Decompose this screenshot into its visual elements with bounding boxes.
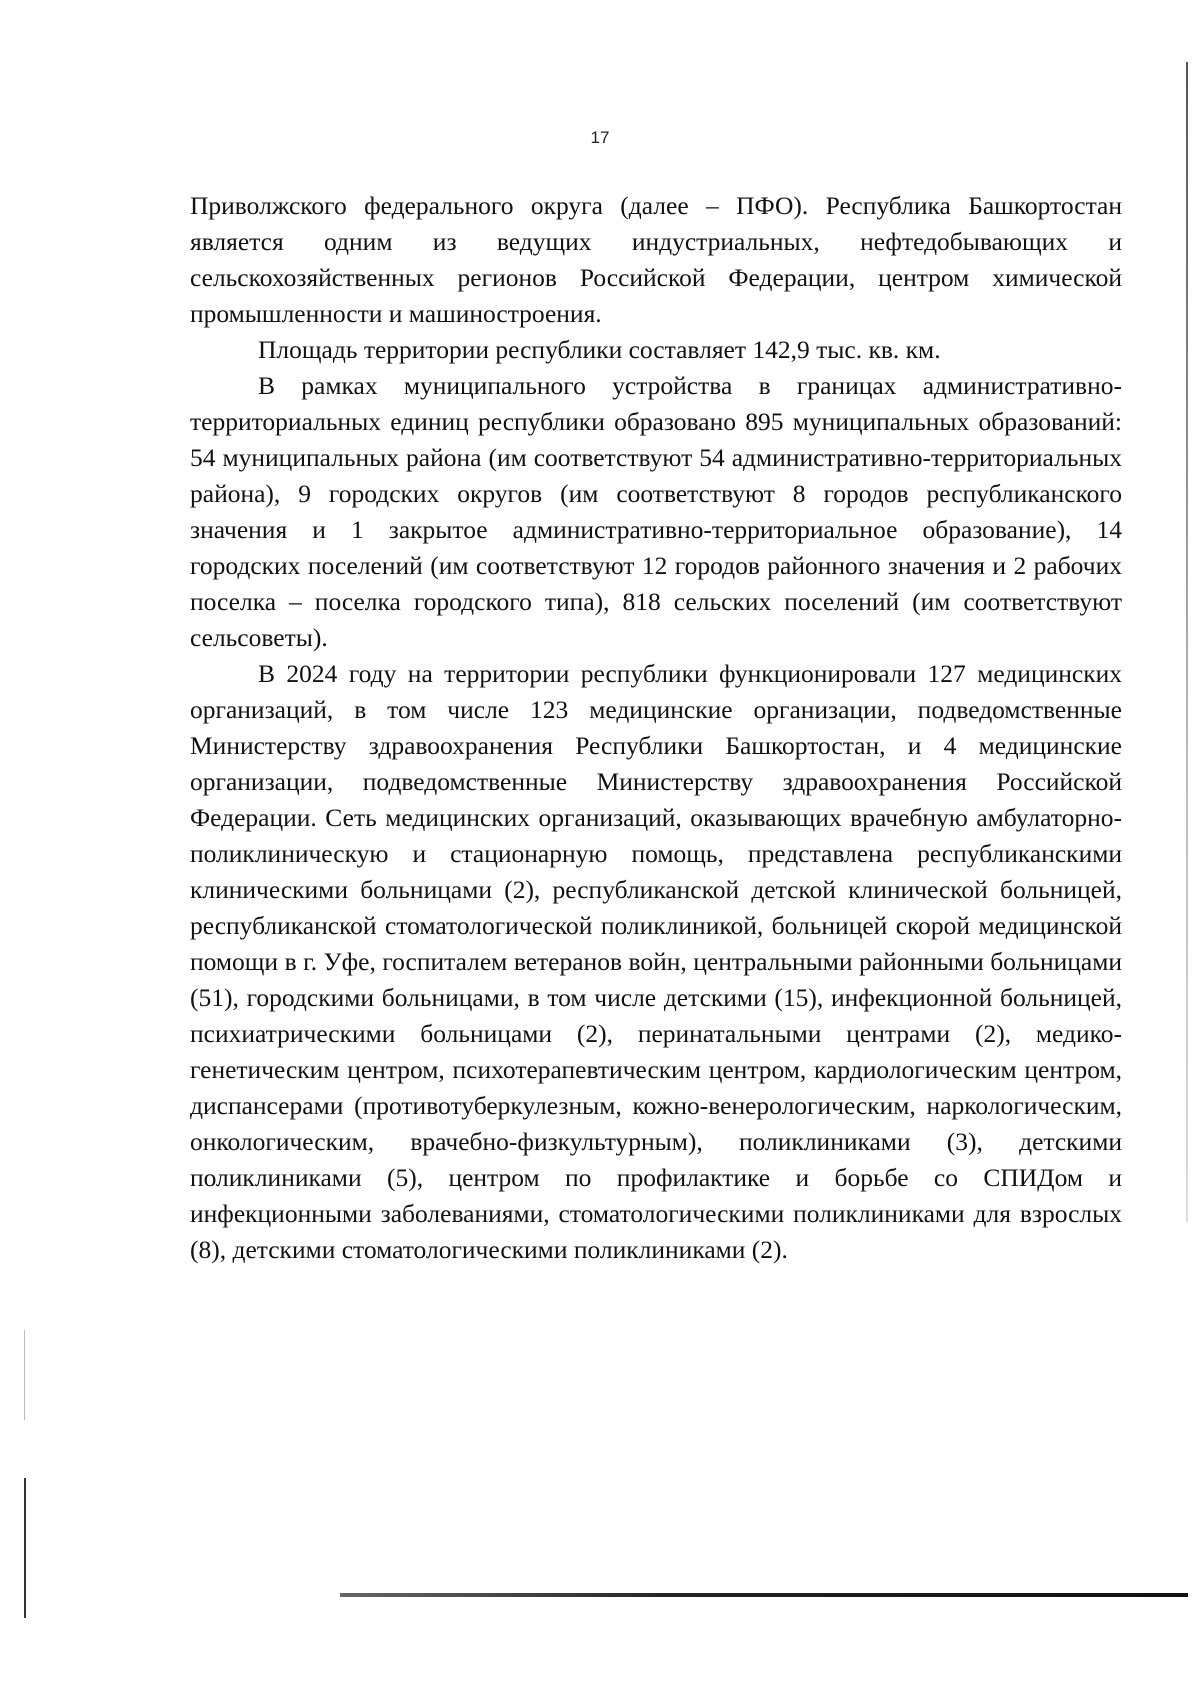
paragraph-pfo-intro: Приволжского федерального округа (далее – ПФО). Республика Башкортостан является одним из ведущих индустриальных, нефтедобывающих и сельскохозяйственных регионов Российской Федерации, центром химической промышленности и машиностроения.: [190, 191, 1122, 328]
scan-edge-right: [1186, 62, 1188, 1222]
paragraph-territory-area: Площадь территории республики составляет 142,9 тыс. кв. км.: [258, 335, 941, 364]
paragraph-municipal-structure: В рамках муниципального устройства в границах административно-территориальных единиц республики образовано 895 муниципальных образований: 54 муниципальных района (им соответствуют 54 административно-территориальных района), 9 городских округов (им соответствуют 8 городов республиканского значения и 1 закрытое административно-территориальное образование), 14 городских поселений (им соответствуют 12 городов районного значения и 2 рабочих поселка – поселка городского типа), 818 сельских поселений (им соответствуют сельсоветы).: [190, 371, 1122, 652]
document-body: [190, 188, 1122, 1268]
page-number: 17: [590, 128, 610, 147]
scan-edge-left-faint: [24, 1330, 25, 1420]
scan-edge-left: [24, 1478, 26, 1618]
paragraph-medical-organizations: В 2024 году на территории республики функционировали 127 медицинских организаций, в том числе 123 медицинские организации, подведомственные Министерству здравоохранения Республики Башкортостан, и 4 медицинские организации, подведомственные Министерству здравоохранения Российской Федерации. Сеть медицинских организаций, оказывающих врачебную амбулаторно-поликлиническую и стационарную помощь, представлена республиканскими клиническими больницами (2), республиканской детской клинической больницей, республиканской стоматологической поликлиникой, больницей скорой медицинской помощи в г. Уфе, госпиталем ветеранов войн, центральными районными больницами (51), городскими больницами, в том числе детскими (15), инфекционной больницей, психиатрическими больницами (2), перинатальными центрами (2), медико-генетическим центром, психотерапевтическим центром, кардиологическим центром, диспансерами (противотуберкулезным, кожно-венерологическим, наркологическим, онкологическим, врачебно-физкультурным), поликлиниками (3), детскими поликлиниками (5), центром по профилактике и борьбе со СПИДом и инфекционными заболеваниями, стоматологическими поликлиниками для взрослых (8), детскими стоматологическими поликлиниками (2).: [190, 659, 1122, 1264]
scan-edge-bottom: [340, 1593, 1188, 1597]
